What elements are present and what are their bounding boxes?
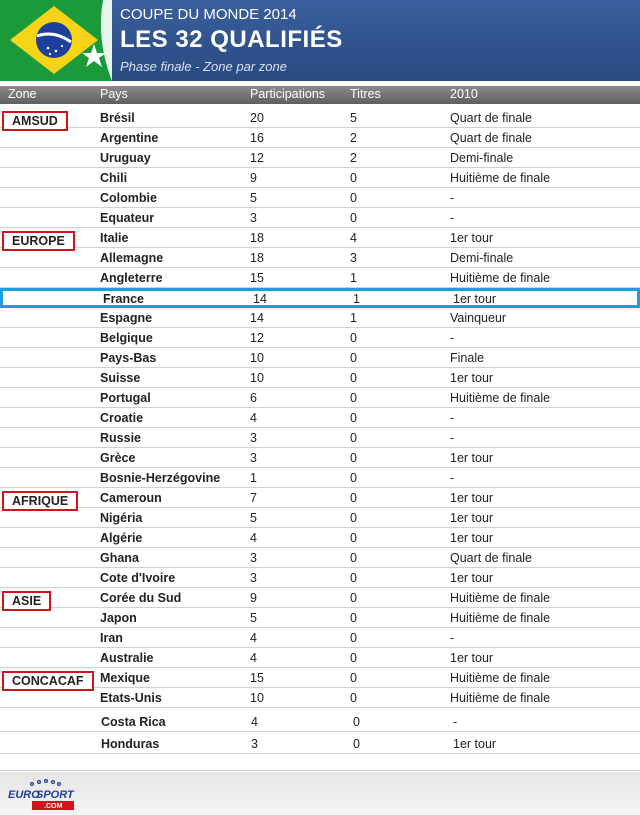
participations-cell: 4 [250,531,257,545]
participations-cell: 3 [250,431,257,445]
titles-cell: 0 [350,591,357,605]
participations-cell: 7 [250,491,257,505]
result-2010-cell: 1er tour [450,451,494,465]
titles-cell: 0 [350,691,357,705]
titles-cell: 0 [350,471,357,485]
table-row [0,508,640,528]
eurosport-logo [6,778,76,812]
country-cell: Japon [100,611,137,625]
col-header-2010: 2010 [450,87,478,101]
country-cell: Croatie [100,411,144,425]
result-2010-cell: Quart de finale [450,131,532,145]
table-row [0,608,640,628]
titles-cell: 0 [350,451,357,465]
titles-cell: 0 [350,191,357,205]
table-row [0,648,640,668]
titles-cell: 0 [353,715,360,729]
participations-cell: 16 [250,131,264,145]
titles-cell: 0 [353,737,360,751]
table-row [0,388,640,408]
titles-cell: 0 [350,411,357,425]
participations-cell: 3 [250,571,257,585]
country-cell: Uruguay [100,151,151,165]
table-row [0,228,640,248]
result-2010-cell: - [450,471,455,485]
result-2010-cell: - [450,431,455,445]
logo-text-sport: SPORT [36,789,74,801]
participations-cell: 4 [250,631,257,645]
table-row [0,628,640,648]
page-subtitle: Phase finale - Zone par zone [120,59,287,74]
country-cell: Etats-Unis [100,691,162,705]
titles-cell: 0 [350,351,357,365]
table-row [0,712,640,732]
titles-cell: 0 [350,511,357,525]
result-2010-cell: Finale [450,351,485,365]
result-2010-cell: 1er tour [450,491,494,505]
table-row [0,108,640,128]
brazil-flag-icon [0,0,112,81]
result-2010-cell: - [453,715,458,729]
result-2010-cell: - [450,631,455,645]
country-cell: Algérie [100,531,143,545]
participations-cell: 10 [250,371,264,385]
country-cell: Chili [100,171,128,185]
participations-cell: 5 [250,611,257,625]
zone-label: ASIE [2,591,51,611]
result-2010-cell: 1er tour [453,292,497,306]
titles-cell: 0 [350,431,357,445]
participations-cell: 10 [250,351,264,365]
table-row [0,588,640,608]
table-row [0,428,640,448]
participations-cell: 14 [250,311,264,325]
country-cell: Honduras [101,737,160,751]
titles-cell: 0 [350,531,357,545]
participations-cell: 14 [253,292,267,306]
country-cell: Equateur [100,211,155,225]
country-cell: Belgique [100,331,153,345]
result-2010-cell: 1er tour [450,231,494,245]
country-cell: Italie [100,231,129,245]
result-2010-cell: - [450,411,455,425]
result-2010-cell: Quart de finale [450,551,532,565]
country-cell: Suisse [100,371,141,385]
participations-cell: 12 [250,331,264,345]
country-cell: Costa Rica [101,715,166,729]
result-2010-cell: Demi-finale [450,251,514,265]
result-2010-cell: Huitième de finale [450,671,551,685]
titles-cell: 0 [350,611,357,625]
table-row [0,448,640,468]
table-row [0,308,640,328]
country-cell: Mexique [100,671,151,685]
participations-cell: 4 [250,651,257,665]
logo-text-com: .COM [44,803,63,810]
col-header-participations: Participations [250,87,326,101]
result-2010-cell: 1er tour [453,737,497,751]
participations-cell: 20 [250,111,264,125]
participations-cell: 4 [251,715,258,729]
table-row [0,468,640,488]
zone-label: EUROPE [2,231,75,251]
titles-cell: 5 [350,111,357,125]
result-2010-cell: - [450,331,455,345]
divider [0,770,640,771]
country-cell: Grèce [100,451,136,465]
participations-cell: 6 [250,391,257,405]
participations-cell: 3 [251,737,258,751]
titles-cell: 1 [353,292,360,306]
table-row [0,668,640,688]
result-2010-cell: Quart de finale [450,111,532,125]
titles-cell: 0 [350,331,357,345]
country-cell: Nigéria [100,511,143,525]
col-header-zone: Zone [8,87,37,101]
table-row [0,408,640,428]
participations-cell: 9 [250,591,257,605]
country-cell: Russie [100,431,141,445]
col-header-titres: Titres [350,87,381,101]
logo-text-euro: EURO [8,789,40,801]
footer [0,772,640,815]
country-cell: Australie [100,651,154,665]
participations-cell: 12 [250,151,264,165]
table-row [0,188,640,208]
titles-cell: 0 [350,171,357,185]
table-row [0,734,640,754]
country-cell: Cameroun [100,491,162,505]
result-2010-cell: 1er tour [450,371,494,385]
table-row [0,328,640,348]
country-cell: Pays-Bas [100,351,157,365]
titles-cell: 3 [350,251,357,265]
result-2010-cell: - [450,191,455,205]
country-cell: Argentine [100,131,159,145]
country-cell: France [103,292,144,306]
participations-cell: 5 [250,191,257,205]
page-title: LES 32 QUALIFIÉS [120,26,343,53]
result-2010-cell: Huitième de finale [450,611,551,625]
participations-cell: 1 [250,471,257,485]
titles-cell: 0 [350,631,357,645]
country-cell: Angleterre [100,271,163,285]
table-row [0,248,640,268]
table-row [0,368,640,388]
result-2010-cell: Huitième de finale [450,591,551,605]
result-2010-cell: 1er tour [450,511,494,525]
super-title: COUPE DU MONDE 2014 [120,6,297,23]
table-header [0,86,640,104]
participations-cell: 18 [250,251,264,265]
country-cell: Corée du Sud [100,591,182,605]
participations-cell: 10 [250,691,264,705]
participations-cell: 4 [250,411,257,425]
country-cell: Ghana [100,551,139,565]
titles-cell: 2 [350,131,357,145]
country-cell: Cote d'Ivoire [100,571,176,585]
table-row [0,548,640,568]
titles-cell: 0 [350,371,357,385]
titles-cell: 2 [350,151,357,165]
result-2010-cell: Huitième de finale [450,271,551,285]
country-cell: Colombie [100,191,157,205]
participations-cell: 3 [250,211,257,225]
zone-label: CONCACAF [2,671,94,691]
titles-cell: 4 [350,231,357,245]
result-2010-cell: - [450,211,455,225]
participations-cell: 5 [250,511,257,525]
titles-cell: 0 [350,551,357,565]
col-header-pays: Pays [100,87,128,101]
participations-cell: 9 [250,171,257,185]
participations-cell: 15 [250,671,264,685]
result-2010-cell: 1er tour [450,651,494,665]
participations-cell: 15 [250,271,264,285]
participations-cell: 18 [250,231,264,245]
table-row [0,128,640,148]
result-2010-cell: Huitième de finale [450,391,551,405]
table-row [0,688,640,708]
table-row [0,208,640,228]
result-2010-cell: Demi-finale [450,151,514,165]
titles-cell: 1 [350,311,357,325]
titles-cell: 0 [350,671,357,685]
titles-cell: 1 [350,271,357,285]
table-row [0,288,640,308]
result-2010-cell: 1er tour [450,531,494,545]
country-cell: Brésil [100,111,135,125]
header-banner [0,0,640,81]
table-row [0,168,640,188]
country-cell: Espagne [100,311,153,325]
table-row [0,528,640,548]
table-row [0,568,640,588]
country-cell: Bosnie-Herzégovine [100,471,221,485]
participations-cell: 3 [250,551,257,565]
table-row [0,268,640,288]
result-2010-cell: Vainqueur [450,311,507,325]
zone-label: AMSUD [2,111,68,131]
result-2010-cell: Huitième de finale [450,171,551,185]
result-2010-cell: 1er tour [450,571,494,585]
titles-cell: 0 [350,391,357,405]
country-cell: Allemagne [100,251,164,265]
result-2010-cell: Huitième de finale [450,691,551,705]
titles-cell: 0 [350,211,357,225]
titles-cell: 0 [350,651,357,665]
titles-cell: 0 [350,491,357,505]
titles-cell: 0 [350,571,357,585]
table-row [0,488,640,508]
participations-cell: 3 [250,451,257,465]
zone-label: AFRIQUE [2,491,78,511]
country-cell: Iran [100,631,123,645]
table-row [0,348,640,368]
table-row [0,148,640,168]
country-cell: Portugal [100,391,151,405]
